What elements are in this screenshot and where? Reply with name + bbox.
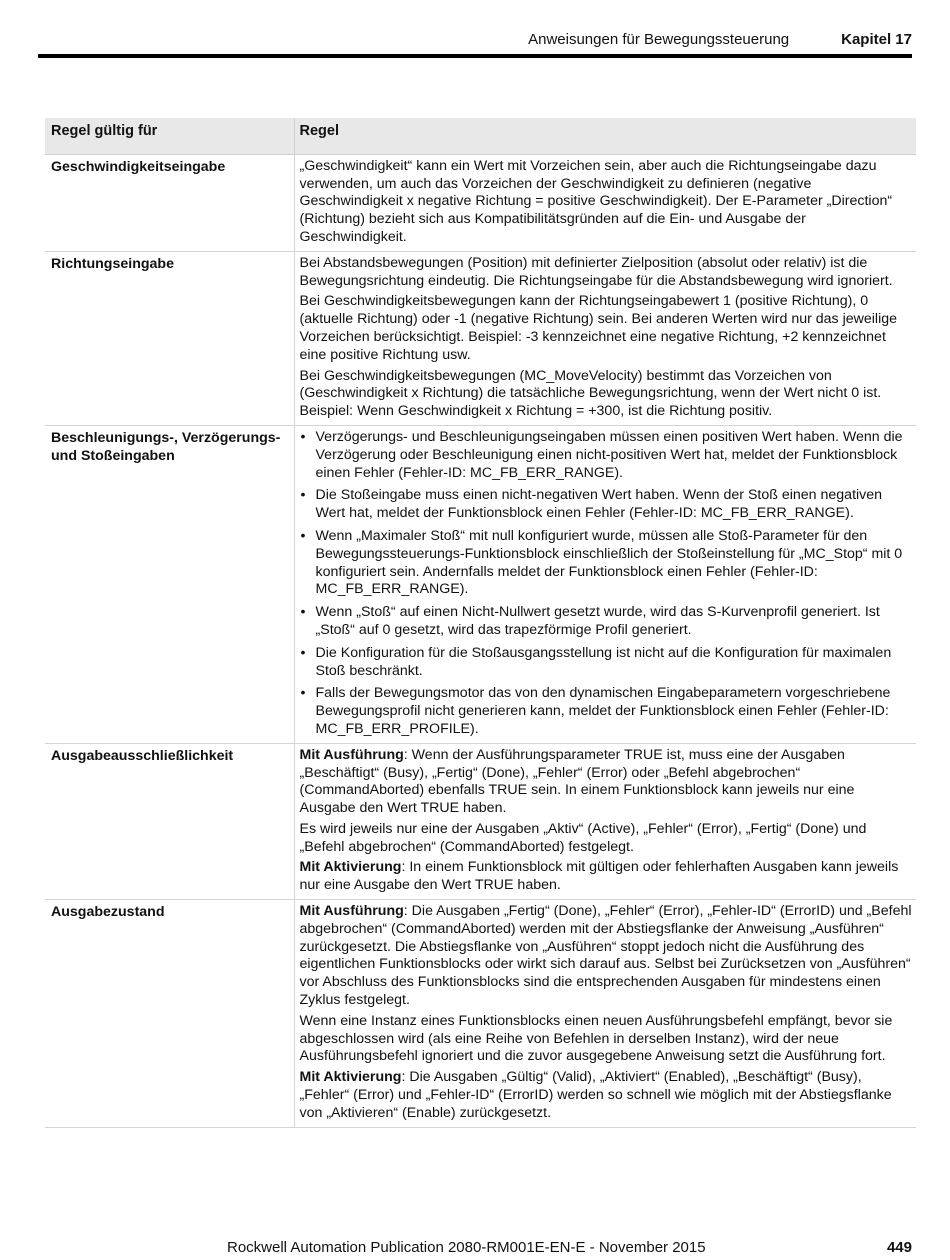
table-header-row [45,118,916,154]
row-term: Richtungseingabe [45,251,294,425]
rule-paragraph: Bei Geschwindigkeitsbewegungen (MC_MoveVelocity) bestimmt das Vorzeichen von (Geschwindigkeit x Richtung) die tatsächliche Bewegungsrichtung, wenn der Wert nicht 0 ist. Beispiel: Wenn Geschwindigkeit x Richtung = +300, ist die Richtung positiv. [299,367,882,420]
paragraph-text: Es wird jeweils nur eine der Ausgaben „Aktiv“ (Active), „Fehler“ (Error), „Fertig“ (Done) und „Befehl abgebrochen“ (CommandAborted) festgelegt. [299,820,867,855]
bullet-text: Verzögerungs- und Beschleunigungseingaben müssen einen positiven Wert haben. Wenn die Verzögerung oder Beschleunigung einen nicht-positiven Wert hat, meldet der Funktionsblock einen Fehler (Fehler-ID: MC_FB_ERR_RANGE). [315,428,903,481]
rule-paragraph [300,747,913,818]
rule-paragraph [300,859,913,895]
table-row-ausgabeausschliesslichkeit [45,743,916,899]
row-term: Ausgabeausschließlichkeit [45,743,294,899]
bullet-icon: • [300,644,306,661]
bullet-text: Die Stoßeingabe muss einen nicht-negativen Wert haben. Wenn der Stoß einen negativen Wert hat, meldet der Funktionsblock einen Fehler (Fehler-ID: MC_FB_ERR_RANGE). [315,487,883,522]
bullet-text: Falls der Bewegungsmotor das von den dynamischen Eingabeparametern vorgeschriebene Bewegungsprofil nicht generieren kann, meldet der Funktionsblock einen Fehler (Fehler-ID: MC_FB_ERR_PROFILE). [315,685,891,737]
list-item [300,528,913,599]
bullet-text: Die Konfiguration für die Stoßausgangsstellung ist nicht auf die Konfiguration für maximalen Stoß beschränkt. [315,644,892,679]
rule-paragraph [300,903,913,1010]
table-row-beschleunigung [45,425,916,743]
list-item [300,487,913,523]
rule-paragraph: „Geschwindigkeit“ kann ein Wert mit Vorzeichen sein, aber auch die Richtungseingabe dazu verwenden, um auch das Vorzeichen der Geschwindigkeit zu definieren (negative Geschwindigkeit x negative Richtung = positive Geschwindigkeit). Der E-Parameter „Direction“ (Richtung) bezieht sich aus Kompatibilitätsgründen auf die Ein- und Ausgabe der Geschwindigkeit. [299,157,893,245]
paragraph-text: : Die Ausgaben „Gültig“ (Valid), „Aktiviert“ (Enabled), „Beschäftigt“ (Busy), „Fehler“ (Error) und „Fehler-ID“ (ErrorID) werden so schnell wie möglich mit der Abstiegsflanke von „Aktivieren“ (Enable) zurückgesetzt. [299,1069,892,1121]
list-item [300,604,913,640]
row-term: Beschleunigungs-, Verzögerungs- und Stoßeingaben [45,425,294,743]
row-term: Ausgabezustand [45,900,294,1128]
rule-paragraph: Bei Geschwindigkeitsbewegungen kann der Richtungseingabewert 1 (positive Richtung), 0 (aktuelle Richtung) oder -1 (negative Richtung) sein. Bei anderen Werten wird nur das jeweilige Vorzeichen berücksichtigt. Beispiel: -3 kennzeichnet eine negative Richtung, +2 kennzeichnet eine positive Richtung usw. [299,293,898,363]
row-rule [294,154,916,251]
paragraph-lead: Mit Ausführung [299,746,404,763]
header-rule [38,54,912,58]
publication-info: Rockwell Automation Publication 2080-RM001E-EN-E - November 2015 [227,1239,706,1256]
header-chapter-label: Kapitel 17 [841,30,912,48]
list-item [300,429,913,482]
row-term: Geschwindigkeitseingabe [45,154,294,251]
rule-paragraph [300,821,913,857]
page-footer [38,1239,912,1257]
row-rule [294,900,916,1128]
paragraph-text: Wenn eine Instanz eines Funktionsblocks einen neuen Ausführungsbefehl empfängt, bevor sie abgeschlossen wird (als eine Reihe von Befehlen in derselben Instanz), wird der neue Ausführungsbefehl ignoriert und die zuvor ausgegebene Anweisung setzt die Ausführung fort. [299,1012,893,1065]
rule-bullet-list [300,429,913,739]
table-row-richtung [45,251,916,425]
paragraph-text: : Die Ausgaben „Fertig“ (Done), „Fehler“ (Error), „Fehler-ID“ (ErrorID) und „Befehl abgebrochen“ (CommandAborted) werden mit der Abstiegsflanke der Anweisung „Ausführen“ zurückgesetzt. Die Abstiegsflanke von „Ausführen“ stoppt jedoch nicht die Ausführung des eigentlichen Funktionsblocks oder wirkt sich darauf aus. Selbst bei Zurücksetzen von „Ausführen“ vor Abschluss des Funktionsblocks sind die entsprechenden Ausgaben für mindestens einen Zyklus festgelegt. [299,903,912,1009]
paragraph-lead: Mit Aktivierung [299,1069,402,1086]
column-header-scope: Regel gültig für [45,118,294,154]
bullet-text: Wenn „Maximaler Stoß“ mit null konfiguriert wurde, müssen alle Stoß-Parameter für den Bewegungssteuerungs-Funktionsblock einschließlich der Stoßeinstellung für „MC_Stop“ mit 0 konfiguriert sein. Andernfalls meldet der Funktionsblock einen Fehler (Fehler-ID: MC_FB_ERR_RANGE). [315,527,903,598]
bullet-text: Wenn „Stoß“ auf einen Nicht-Nullwert gesetzt wurde, wird das S-Kurvenprofil generiert. Ist „Stoß“ auf 0 gesetzt, wird das trapezförmige Profil generiert. [315,604,880,638]
table-row-ausgabezustand [45,900,916,1128]
rule-paragraph [300,1013,913,1066]
table-row-geschwindigkeit [45,154,916,251]
row-rule [294,251,916,425]
bullet-icon: • [300,487,306,504]
paragraph-lead: Mit Ausführung [299,903,404,920]
list-item [300,645,913,681]
page-number: 449 [886,1239,912,1256]
paragraph-text: : Wenn der Ausführungsparameter TRUE ist, muss eine der Ausgaben „Beschäftigt“ (Busy), „Fertig“ (Done), „Fehler“ (Error) oder „Befehl abgebrochen“ (CommandAborted) ebenfalls TRUE sein. In einem Funktionsblock kann jeweils nur eine Ausgabe den Wert TRUE haben. [299,746,855,817]
rule-paragraph [300,1069,913,1122]
bullet-icon: • [300,428,306,445]
list-item [300,685,913,738]
page-header [38,26,912,52]
bullet-icon: • [300,685,306,702]
row-rule [294,743,916,899]
column-header-rule: Regel [294,118,916,154]
bullet-icon: • [300,604,306,621]
header-section-title: Anweisungen für Bewegungssteuerung [528,30,790,48]
paragraph-lead: Mit Aktivierung [299,859,402,876]
bullet-icon: • [300,527,306,544]
rule-paragraph: Bei Abstandsbewegungen (Position) mit definierter Zielposition (absolut oder relativ) ist die Bewegungsrichtung eindeutig. Die Richtungseingabe für die Abstandsbewegung wird ignoriert. [299,254,893,289]
paragraph-text: : In einem Funktionsblock mit gültigen oder fehlerhaften Ausgaben kann jeweils nur eine Ausgabe den Wert TRUE haben. [299,859,899,894]
rules-table [45,118,916,1128]
row-rule [294,425,916,743]
